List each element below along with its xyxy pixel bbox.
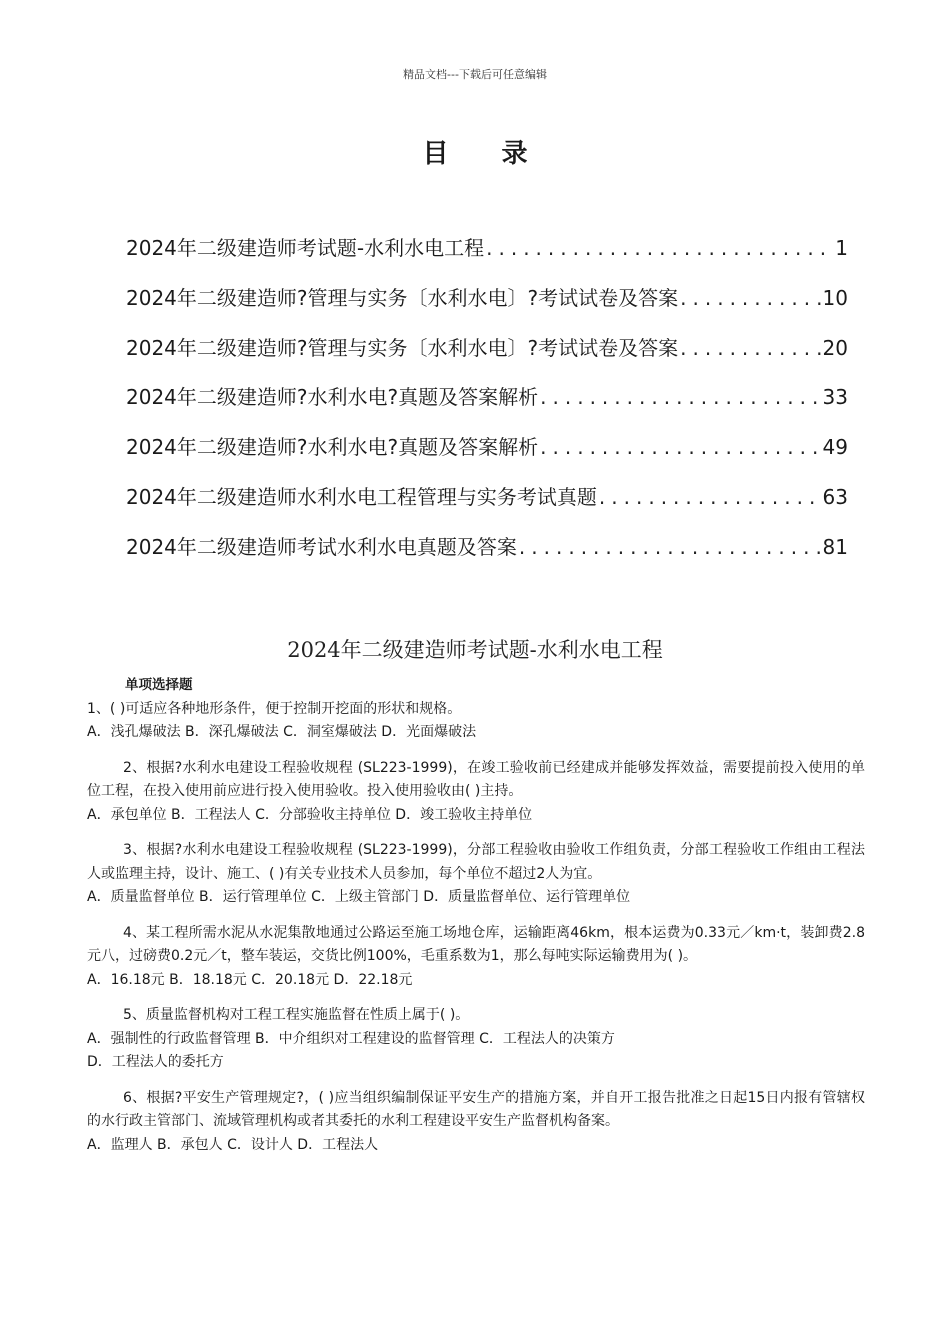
toc-leader-dots: [519, 535, 821, 559]
header-note: 精品文档---下载后可任意编辑: [403, 68, 547, 81]
section-title: 2024年二级建造师考试题-水利水电工程: [287, 638, 663, 662]
toc-entry[interactable]: [126, 431, 848, 481]
toc-leader-dots: [599, 485, 821, 509]
question-item: [87, 1087, 865, 1158]
toc-entry-title: 2024年二级建造师考试水利水电真题及答案: [126, 534, 517, 559]
question-stem: 1、( )可适应各种地形条件，便于控制开挖面的形状和规格。: [87, 700, 462, 717]
table-of-contents: [126, 232, 848, 581]
question-stem: 2、根据?水利水电建设工程验收规程 (SL223-1999)，在竣工验收前已经建成并能够发挥效益，需要提前投入使用的单位工程，在投入使用前应进行投入使用验收。投入使用验收由( )主持。: [87, 759, 865, 799]
toc-entry[interactable]: [126, 282, 848, 332]
toc-entry-title: 2024年二级建造师水利水电工程管理与实务考试真题: [126, 484, 597, 509]
section-subtitle: 单项选择题: [125, 677, 193, 693]
toc-entry-title: 2024年二级建造师?水利水电?真题及答案解析: [126, 385, 539, 410]
toc-entry-title: 2024年二级建造师?管理与实务〔水利水电〕?考试试卷及答案: [126, 335, 679, 360]
toc-leader-dots: [486, 236, 833, 260]
toc-leader-dots: [540, 385, 820, 409]
toc-entry[interactable]: [126, 232, 848, 282]
question-options: D．工程法人的委托方: [87, 1054, 224, 1070]
question-options: A．监理人 B．承包人 C．设计人 D．工程法人: [87, 1136, 379, 1153]
toc-entry[interactable]: [126, 381, 848, 431]
toc-leader-dots: [540, 435, 820, 459]
toc-title: 目 录: [422, 139, 550, 169]
question-options: A．质量监督单位 B．运行管理单位 C．上级主管部门 D．质量监督单位、运行管理单位: [87, 889, 631, 905]
question-section: [87, 674, 865, 1157]
toc-entry-page: 49: [822, 435, 848, 460]
toc-leader-dots: [680, 286, 820, 310]
question-item: [87, 922, 865, 993]
question-stem: 5、质量监督机构对工程工程实施监督在性质上属于( )。: [123, 1007, 470, 1023]
toc-entry[interactable]: [126, 332, 848, 382]
question-item: [87, 757, 865, 828]
question-stem: 6、根据?平安生产管理规定?，( )应当组织编制保证平安生产的措施方案，并自开工报告批准之日起15日内报有管辖权的水行政主管部门、流域管理机构或者其委托的水利工程建设平安生产监督机构备案。: [87, 1089, 865, 1129]
toc-entry-title: 2024年二级建造师?管理与实务〔水利水电〕?考试试卷及答案: [126, 285, 679, 310]
toc-leader-dots: [680, 336, 820, 360]
toc-entry-page: 33: [822, 385, 848, 410]
toc-entry-page: 81: [822, 534, 848, 559]
toc-entry-page: 63: [822, 484, 848, 509]
toc-entry[interactable]: [126, 481, 848, 531]
question-options: A．承包单位 B．工程法人 C．分部验收主持单位 D．竣工验收主持单位: [87, 806, 533, 823]
toc-entry-page: 10: [822, 285, 848, 310]
toc-entry-page: 20: [822, 335, 848, 360]
toc-entry-page: 1: [835, 236, 848, 260]
question-item: [87, 698, 865, 745]
question-options: A．强制性的行政监督管理 B．中介组织对工程建设的监督管理 C．工程法人的决策方: [87, 1030, 615, 1047]
question-stem: 4、某工程所需水泥从水泥集散地通过公路运至施工场地仓库，运输距离46km，根本运费为0.33元／km·t，装卸费2.8元八，过磅费0.2元／t，整车装运，交货比例100%，毛重系数为1，那么每吨实际运输费用为( )。: [87, 924, 865, 964]
question-options: A．16.18元 B．18.18元 C．20.18元 D．22.18元: [87, 971, 413, 988]
question-item: [87, 1004, 865, 1075]
question-item: [87, 839, 865, 910]
toc-entry[interactable]: [126, 531, 848, 581]
toc-entry-title: 2024年二级建造师考试题-水利水电工程: [126, 236, 485, 260]
question-stem: 3、根据?水利水电建设工程验收规程 (SL223-1999)，分部工程验收由验收工作组负责，分部工程验收工作组由工程法人或监理主持，设计、施工、( )有关专业技术人员参加，每个单位不超过2人为宜。: [87, 842, 865, 882]
toc-entry-title: 2024年二级建造师?水利水电?真题及答案解析: [126, 435, 539, 460]
question-options: A．浅孔爆破法 B．深孔爆破法 C．洞室爆破法 D．光面爆破法: [87, 724, 477, 740]
